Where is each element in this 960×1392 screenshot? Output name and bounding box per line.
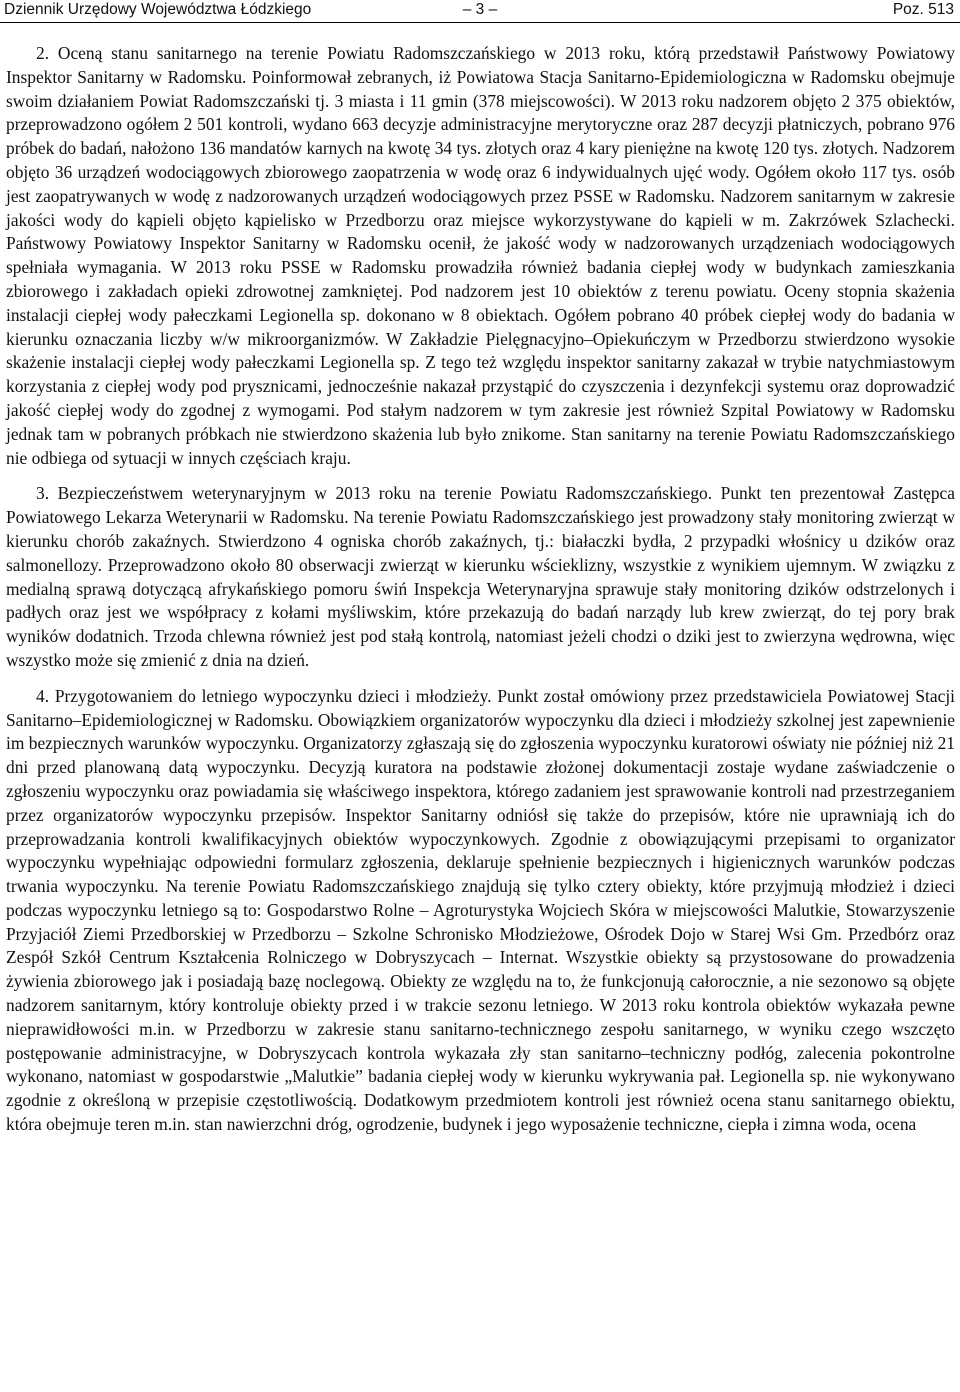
position-number: Poz. 513 bbox=[892, 1, 954, 18]
document-body bbox=[6, 42, 955, 1137]
paragraph-veterinary-safety: 3. Bezpieczeństwem weterynaryjnym w 2013 roku na terenie Powiatu Radomszczańskiego. Punkt ten prezentował Zastępca Powiatowego Lekarza Weterynarii w Radomsku. Na terenie Powiatu Radomszczańskiego jest prowadzony stały monitoring zwierząt w kierunku chorób zakaźnych. Stwierdzono 4 ogniska chorób zakaźnych, tj.: białaczki bydła, 2 przypadki włośnicy u dzików oraz salmonellozy. Przeprowadzono około 80 obserwacji zwierząt w kierunku wścieklizny, wszystkie z wynikiem ujemnym. W związku z medialną sprawą dotyczącą afrykańskiego pomoru świń Inspekcja Weterynaryjna sprawuje stały monitoring dzików odstrzelonych i padłych oraz jest we współpracy z kołami myśliwskim, które przekazują do badań narządy lub krew zwierząt, do tej pory brak wyników dodatnich. Trzoda chlewna również jest pod stałą kontrolą, natomiast jeżeli chodzi o dziki jest to zwierzyna wędrowna, więc wszystko może się zmienić z dnia na dzień. bbox=[6, 483, 955, 670]
paragraph-sanitary-state: 2. Oceną stanu sanitarnego na terenie Powiatu Radomszczańskiego w 2013 roku, którą przedstawił Państwowy Powiatowy Inspektor Sanitarny w Radomsku. Poinformował zebranych, iż Powiatowa Stacja Sanitarno-Epidemiologiczna w Radomsku obejmuje swoim działaniem Powiat Radomszczański tj. 3 miasta i 11 gmin (378 miejscowości). W 2013 roku nadzorem objęto 2 375 obiektów, przeprowadzono ogółem 2 501 kontroli, wydano 663 decyzje administracyjne merytoryczne oraz 287 decyzji płatniczych, pobrano 976 próbek do badań, nałożono 136 mandatów karnych na kwotę 34 tys. złotych oraz 4 kary pieniężne na kwotę 120 tys. złotych. Nadzorem objęto 36 urządzeń wodociągowych zbiorowego zaopatrzenia w wodę oraz 6 indywidualnych ujęć wody. Ogółem około 117 tys. osób jest zaopatrywanych w wodę z nadzorowanych urządzeń wodociągowych przez PSSE w Radomsku. Nadzorem sanitarnym w zakresie jakości wody do kąpieli objęto kąpielisko w Przedborzu oraz miejsce wykorzystywane do kąpieli w m. Zakrzówek Szlachecki. Państwowy Powiatowy Inspektor Sanitarny w Radomsku ocenił, że jakość wody w nadzorowanych urządzeniach wodociągowych spełniała wymagania. W 2013 roku PSSE w Radomsku prowadziła również badania ciepłej wody w budynkach zamieszkania zbiorowego i zakładach opieki zdrowotnej zamkniętej. Pod nadzorem jest 10 obiektów z terenu powiatu. Oceny stopnia skażenia instalacji ciepłej wody pałeczkami Legionella sp. dokonano w 8 obiektach. Ogółem pobrano 40 próbek ciepłej wody do badania w kierunku oznaczania liczby w/w mikroorganizmów. W Zakładzie Pielęgnacyjno–Opiekuńczym w Przedborzu stwierdzono wysokie skażenie instalacji ciepłej wody pałeczkami Legionella sp. Z tego też względu inspektor sanitarny zakazał w trybie natychmiastowym korzystania z ciepłej wody pod prysznicami, jednocześnie nakazał przystąpić do czyszczenia i dezynfekcji systemu oraz doprowadzić jakość ciepłej wody do zgodnej z wymogami. Pod stałym nadzorem w tym zakresie jest również Szpital Powiatowy w Radomsku jednak tam w pobranych próbkach nie stwierdzono skażenia lub było znikome. Stan sanitarny na terenie Powiatu Radomszczańskiego nie odbiega od sytuacji w innych częściach kraju. bbox=[6, 43, 955, 468]
page-header bbox=[0, 0, 960, 23]
paragraph-summer-vacation: 4. Przygotowaniem do letniego wypoczynku dzieci i młodzieży. Punkt został omówiony przez przedstawiciela Powiatowej Stacji Sanitarno–Epidemiologicznej w Radomsku. Obowiązkiem organizatorów wypoczynku dla dzieci i młodzieży szkolnej jest zapewnienie im bezpiecznych warunków wypoczynku. Organizatorzy zgłaszają się do zgłoszenia wypoczynku kuratorowi oświaty nie później niż 21 dni przed planowaną datą wypoczynku. Decyzją kuratora na podstawie złożonej dokumentacji zostaje wydane zaświadczenie o zgłoszeniu wypoczynku oraz powiadamia się właściwego inspektora, którego zadaniem jest sprawowanie kontroli nad przestrzeganiem przez organizatorów wypoczynku przepisów. Inspektor Sanitarny odniósł się także do przepisów, które nie uprawniają ich do przeprowadzania kontroli kwalifikacyjnych obiektów wypoczynkowych. Zgodnie z obowiązującymi przepisami to organizator wypoczynku wypełniając odpowiedni formularz zgłoszenia, deklaruje spełnienie bezpiecznych i higienicznych warunków podczas trwania wypoczynku. Na terenie Powiatu Radomszczańskiego znajdują się tylko cztery obiekty, które przyjmują młodzież i dzieci podczas wypoczynku letniego są to: Gospodarstwo Rolne – Agroturystyka Wojciech Skóra w miejscowości Malutkie, Stowarzyszenie Przyjaciół Ziemi Przedborskiej w Przedborzu – Szkolne Schronisko Młodzieżowe, Ośrodek Dojo w Starej Wsi Gm. Przedbórz oraz Zespół Szkół Centrum Kształcenia Rolniczego w Dobryszycach – Internat. Wszystkie obiekty są przystosowane do prowadzenia żywienia zbiorowego jak i posiadają bazę noclegową. Obiekty ze względu na to, że funkcjonują całorocznie, a nie sezonowo są objęte nadzorem sanitarnym, który kontroluje obiekty przed i w trakcie sezonu letniego. W 2013 roku kontrola obiektów wykazała pewne nieprawidłowości m.in. w Przedborzu w zakresie stanu sanitarno-technicznego zespołu sanitarnego, w wyniku czego wszczęto postępowanie administracyjne, w Dobryszycach kontrola wykazała zły stan sanitarno–techniczny podłóg, zalecenia pokontrolne wykonano, natomiast w gospodarstwie „Malutkie” badania ciepłej wody w kierunku wykrywania pał. Legionella sp. nie wykonywano zgodnie z określoną w przepisie częstotliwością. Dodatkowym przedmiotem kontroli jest również ocena stanu sanitarnego obiektu, która obejmuje teren m.in. stan nawierzchni dróg, ogrodzenie, budynek i jego wyposażenie techniczne, ciepła i zimna woda, ocena bbox=[6, 685, 955, 1135]
journal-title: Dziennik Urzędowy Województwa Łódzkiego bbox=[4, 1, 312, 18]
page-number: – 3 – bbox=[462, 1, 498, 18]
